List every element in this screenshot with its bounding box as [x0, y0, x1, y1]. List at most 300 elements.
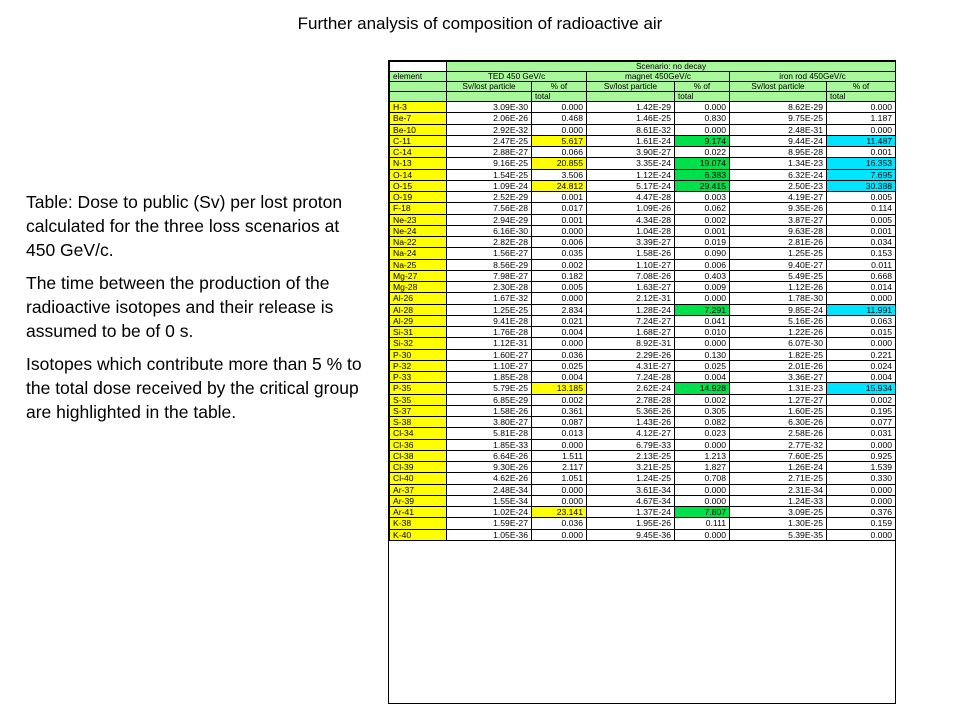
dose-cell: 2.06E-26: [447, 113, 532, 124]
dose-cell: 1.10E-27: [587, 259, 675, 270]
percent-cell: 0.830: [675, 113, 730, 124]
percent-cell: 0.000: [827, 124, 896, 135]
dose-cell: 5.39E-35: [730, 529, 827, 540]
dose-cell: 1.76E-28: [447, 327, 532, 338]
percent-cell: 0.001: [532, 214, 587, 225]
dose-cell: 2.77E-32: [730, 439, 827, 450]
percent-cell: 1.827: [675, 462, 730, 473]
dose-cell: 1.10E-27: [447, 360, 532, 371]
table-row: [390, 158, 896, 169]
percent-cell: 11.991: [827, 304, 896, 315]
dose-cell: 1.30E-25: [730, 518, 827, 529]
percent-cell: 0.403: [675, 270, 730, 281]
element-cell: Mg-27: [390, 270, 447, 281]
table-row: [390, 405, 896, 416]
percent-cell: 0.024: [827, 360, 896, 371]
element-cell: P-35: [390, 383, 447, 394]
percent-cell: 16.353: [827, 158, 896, 169]
page-title: Further analysis of composition of radioactive air: [297, 14, 663, 33]
percent-cell: 0.006: [675, 259, 730, 270]
dose-cell: 1.54E-25: [447, 169, 532, 180]
dose-cell: 2.13E-25: [587, 450, 675, 461]
percent-cell: 1.187: [827, 113, 896, 124]
dose-cell: 2.58E-26: [730, 428, 827, 439]
percent-cell: 7.695: [827, 169, 896, 180]
percent-cell: 0.077: [827, 417, 896, 428]
percent-cell: 0.005: [827, 214, 896, 225]
column-header-sv: Sv/lost particle: [587, 82, 675, 92]
dose-cell: 5.49E-25: [730, 270, 827, 281]
dose-cell: 7.24E-28: [587, 372, 675, 383]
percent-cell: 0.000: [827, 529, 896, 540]
dose-cell: 2.52E-29: [447, 192, 532, 203]
dose-cell: 2.50E-23: [730, 180, 827, 191]
percent-cell: 0.708: [675, 473, 730, 484]
dose-cell: 9.16E-25: [447, 158, 532, 169]
dose-cell: 2.88E-27: [447, 147, 532, 158]
dose-cell: 2.81E-26: [730, 237, 827, 248]
dose-cell: 2.62E-24: [587, 383, 675, 394]
element-cell: Na-25: [390, 259, 447, 270]
dose-cell: 6.30E-26: [730, 417, 827, 428]
column-header-total: total: [827, 92, 896, 102]
dose-cell: 6.32E-24: [730, 169, 827, 180]
percent-cell: 0.036: [532, 518, 587, 529]
element-cell: Si-31: [390, 327, 447, 338]
element-cell: S-37: [390, 405, 447, 416]
percent-cell: 0.153: [827, 248, 896, 259]
percent-cell: 24.812: [532, 180, 587, 191]
header-empty-cell: [390, 82, 447, 92]
element-cell: P-30: [390, 349, 447, 360]
dose-cell: 1.95E-26: [587, 518, 675, 529]
table-row: [390, 383, 896, 394]
dose-cell: 5.17E-24: [587, 180, 675, 191]
percent-cell: 20.855: [532, 158, 587, 169]
dose-cell: 2.48E-31: [730, 124, 827, 135]
dose-cell: 1.25E-25: [730, 248, 827, 259]
description-paragraph: Isotopes which contribute more than 5 % to the total dose received by the critical group are highlighted in the table.: [26, 354, 362, 422]
dose-cell: 2.12E-31: [587, 293, 675, 304]
table-row: [390, 203, 896, 214]
dose-cell: 1.42E-29: [587, 102, 675, 113]
dose-cell: 8.92E-31: [587, 338, 675, 349]
element-cell: F-18: [390, 203, 447, 214]
percent-cell: 0.000: [532, 529, 587, 540]
dose-cell: 7.08E-26: [587, 270, 675, 281]
percent-cell: 0.001: [675, 225, 730, 236]
dose-cell: 8.61E-32: [587, 124, 675, 135]
dose-cell: 5.81E-28: [447, 428, 532, 439]
percent-cell: 0.025: [675, 360, 730, 371]
percent-cell: 0.000: [675, 124, 730, 135]
percent-cell: 0.000: [532, 495, 587, 506]
element-cell: Ar-37: [390, 484, 447, 495]
table-row: [390, 507, 896, 518]
dose-cell: 1.04E-28: [587, 225, 675, 236]
element-cell: O-19: [390, 192, 447, 203]
percent-cell: 0.000: [675, 102, 730, 113]
table-row: [390, 270, 896, 281]
dose-cell: 2.01E-26: [730, 360, 827, 371]
header-empty-cell: [390, 92, 447, 102]
percent-cell: 0.034: [827, 237, 896, 248]
percent-cell: 0.041: [675, 315, 730, 326]
dose-cell: 1.60E-27: [447, 349, 532, 360]
dose-cell: 1.58E-26: [447, 405, 532, 416]
dose-cell: 1.55E-34: [447, 495, 532, 506]
dose-cell: 2.29E-26: [587, 349, 675, 360]
percent-cell: 0.925: [827, 450, 896, 461]
element-cell: O-14: [390, 169, 447, 180]
dose-cell: 1.85E-33: [447, 439, 532, 450]
dose-cell: 2.31E-34: [730, 484, 827, 495]
element-cell: Al-29: [390, 315, 447, 326]
dose-cell: 1.85E-28: [447, 372, 532, 383]
dose-cell: 1.56E-27: [447, 248, 532, 259]
dose-cell: 7.24E-27: [587, 315, 675, 326]
dose-cell: 1.68E-27: [587, 327, 675, 338]
table-row: [390, 180, 896, 191]
table-row: [390, 327, 896, 338]
percent-cell: 0.000: [675, 495, 730, 506]
percent-cell: 9.174: [675, 135, 730, 146]
percent-cell: 0.004: [532, 372, 587, 383]
element-cell: N-13: [390, 158, 447, 169]
percent-cell: 0.001: [827, 147, 896, 158]
dose-cell: 8.56E-29: [447, 259, 532, 270]
dose-cell: 9.75E-25: [730, 113, 827, 124]
dose-cell: 5.36E-26: [587, 405, 675, 416]
description-paragraph: The time between the production of the radioactive isotopes and their release is assumed to be of 0 s.: [26, 273, 334, 341]
table-row: [390, 135, 896, 146]
dose-cell: 2.78E-28: [587, 394, 675, 405]
element-cell: Cl-34: [390, 428, 447, 439]
percent-cell: 0.111: [675, 518, 730, 529]
percent-cell: 0.468: [532, 113, 587, 124]
percent-cell: 7.807: [675, 507, 730, 518]
element-cell: Mg-28: [390, 282, 447, 293]
element-cell: Ar-41: [390, 507, 447, 518]
dose-cell: 3.61E-34: [587, 484, 675, 495]
dose-cell: 1.05E-36: [447, 529, 532, 540]
description-paragraph: Table: Dose to public (Sv) per lost proton calculated for the three loss scenarios at 450 GeV/c.: [26, 192, 343, 260]
dose-cell: 3.35E-24: [587, 158, 675, 169]
element-cell: K-38: [390, 518, 447, 529]
dose-cell: 4.34E-28: [587, 214, 675, 225]
percent-cell: 0.022: [675, 147, 730, 158]
table-row: [390, 372, 896, 383]
column-header-total: total: [675, 92, 730, 102]
table-row: [390, 259, 896, 270]
header-empty-cell: [587, 92, 675, 102]
group-header-ted: TED 450 GeV/c: [447, 72, 587, 82]
percent-cell: 0.011: [827, 259, 896, 270]
dose-cell: 1.58E-26: [587, 248, 675, 259]
table-row: [390, 124, 896, 135]
dose-cell: 1.22E-26: [730, 327, 827, 338]
dose-cell: 3.39E-27: [587, 237, 675, 248]
percent-cell: 0.159: [827, 518, 896, 529]
percent-cell: 0.031: [827, 428, 896, 439]
table-row: [390, 428, 896, 439]
dose-cell: 1.28E-24: [587, 304, 675, 315]
dose-cell: 9.41E-28: [447, 315, 532, 326]
percent-cell: 0.082: [675, 417, 730, 428]
dose-cell: 9.30E-26: [447, 462, 532, 473]
dose-cell: 5.16E-26: [730, 315, 827, 326]
percent-cell: 0.000: [532, 338, 587, 349]
percent-cell: 19.074: [675, 158, 730, 169]
dose-cell: 4.62E-26: [447, 473, 532, 484]
dose-cell: 9.63E-28: [730, 225, 827, 236]
percent-cell: 0.005: [827, 192, 896, 203]
percent-cell: 0.087: [532, 417, 587, 428]
dose-cell: 2.48E-34: [447, 484, 532, 495]
dose-cell: 6.16E-30: [447, 225, 532, 236]
dose-cell: 3.90E-27: [587, 147, 675, 158]
percent-cell: 0.000: [827, 439, 896, 450]
dose-cell: 1.60E-25: [730, 405, 827, 416]
dose-cell: 5.79E-25: [447, 383, 532, 394]
percent-cell: 11.487: [827, 135, 896, 146]
element-cell: C-14: [390, 147, 447, 158]
percent-cell: 0.062: [675, 203, 730, 214]
table-row: [390, 304, 896, 315]
table-row: [390, 439, 896, 450]
element-cell: Na-24: [390, 248, 447, 259]
dose-cell: 2.30E-28: [447, 282, 532, 293]
element-cell: C-11: [390, 135, 447, 146]
dose-cell: 9.40E-27: [730, 259, 827, 270]
dose-cell: 9.45E-36: [587, 529, 675, 540]
column-header-sv: Sv/lost particle: [730, 82, 827, 92]
dose-cell: 1.37E-24: [587, 507, 675, 518]
percent-cell: 2.834: [532, 304, 587, 315]
percent-cell: 0.000: [827, 338, 896, 349]
percent-cell: 0.000: [827, 484, 896, 495]
element-cell: Ar-39: [390, 495, 447, 506]
percent-cell: 0.000: [532, 484, 587, 495]
element-cell: Cl-40: [390, 473, 447, 484]
table-row: [390, 450, 896, 461]
percent-cell: 0.005: [532, 282, 587, 293]
dose-cell: 1.46E-25: [587, 113, 675, 124]
percent-cell: 30.388: [827, 180, 896, 191]
percent-cell: 0.002: [675, 214, 730, 225]
percent-cell: 13.185: [532, 383, 587, 394]
header-blank-cell: [390, 62, 447, 72]
percent-cell: 0.006: [532, 237, 587, 248]
percent-cell: 2.117: [532, 462, 587, 473]
table-row: [390, 462, 896, 473]
dose-cell: 4.12E-27: [587, 428, 675, 439]
dose-cell: 9.44E-24: [730, 135, 827, 146]
column-header-pct: % of: [532, 82, 587, 92]
percent-cell: 0.376: [827, 507, 896, 518]
table-row: [390, 315, 896, 326]
table-row: [390, 417, 896, 428]
table-row: [390, 102, 896, 113]
dose-cell: 6.07E-30: [730, 338, 827, 349]
percent-cell: 5.617: [532, 135, 587, 146]
percent-cell: 0.361: [532, 405, 587, 416]
dose-cell: 2.71E-25: [730, 473, 827, 484]
dose-cell: 2.82E-28: [447, 237, 532, 248]
dose-cell: 4.31E-27: [587, 360, 675, 371]
dose-cell: 3.09E-25: [730, 507, 827, 518]
dose-cell: 6.64E-26: [447, 450, 532, 461]
percent-cell: 0.182: [532, 270, 587, 281]
percent-cell: 0.000: [675, 484, 730, 495]
percent-cell: 0.000: [675, 338, 730, 349]
percent-cell: 0.015: [827, 327, 896, 338]
dose-cell: 6.85E-29: [447, 394, 532, 405]
dose-cell: 1.27E-27: [730, 394, 827, 405]
percent-cell: 0.000: [827, 293, 896, 304]
percent-cell: 0.000: [532, 124, 587, 135]
element-header: element: [390, 72, 447, 82]
percent-cell: 29.415: [675, 180, 730, 191]
dose-table-container: [388, 60, 896, 704]
percent-cell: 0.001: [532, 192, 587, 203]
element-cell: Cl-38: [390, 450, 447, 461]
percent-cell: 0.668: [827, 270, 896, 281]
percent-cell: 0.000: [532, 102, 587, 113]
dose-cell: 9.35E-26: [730, 203, 827, 214]
element-cell: S-35: [390, 394, 447, 405]
percent-cell: 0.004: [827, 372, 896, 383]
table-row: [390, 225, 896, 236]
header-empty-cell: [730, 92, 827, 102]
percent-cell: 0.000: [827, 102, 896, 113]
dose-cell: 1.09E-24: [447, 180, 532, 191]
element-cell: Cl-39: [390, 462, 447, 473]
percent-cell: 0.023: [675, 428, 730, 439]
percent-cell: 0.000: [675, 293, 730, 304]
percent-cell: 0.003: [675, 192, 730, 203]
element-cell: Al-28: [390, 304, 447, 315]
table-row: [390, 169, 896, 180]
column-header-pct: % of: [675, 82, 730, 92]
table-row: [390, 529, 896, 540]
percent-cell: 0.130: [675, 349, 730, 360]
dose-cell: 1.61E-24: [587, 135, 675, 146]
table-row: [390, 495, 896, 506]
percent-cell: 0.000: [532, 439, 587, 450]
element-cell: P-33: [390, 372, 447, 383]
scenario-header: Scenario: no decay: [447, 62, 896, 72]
element-cell: Be-10: [390, 124, 447, 135]
group-header-magnet: magnet 450GeV/c: [587, 72, 730, 82]
percent-cell: 0.036: [532, 349, 587, 360]
dose-cell: 3.36E-27: [730, 372, 827, 383]
dose-cell: 1.12E-31: [447, 338, 532, 349]
percent-cell: 0.000: [675, 529, 730, 540]
table-row: [390, 248, 896, 259]
table-row: [390, 237, 896, 248]
table-row: [390, 147, 896, 158]
percent-cell: 0.002: [827, 394, 896, 405]
percent-cell: 23.141: [532, 507, 587, 518]
percent-cell: 1.511: [532, 450, 587, 461]
dose-cell: 2.92E-32: [447, 124, 532, 135]
dose-cell: 1.67E-32: [447, 293, 532, 304]
column-header-pct: % of: [827, 82, 896, 92]
dose-cell: 1.43E-26: [587, 417, 675, 428]
percent-cell: 0.000: [827, 495, 896, 506]
dose-cell: 8.95E-28: [730, 147, 827, 158]
table-row: [390, 349, 896, 360]
dose-cell: 1.12E-24: [587, 169, 675, 180]
dose-cell: 7.60E-25: [730, 450, 827, 461]
dose-cell: 7.98E-27: [447, 270, 532, 281]
element-cell: P-32: [390, 360, 447, 371]
dose-cell: 1.31E-23: [730, 383, 827, 394]
table-row: [390, 338, 896, 349]
percent-cell: 3.506: [532, 169, 587, 180]
percent-cell: 0.063: [827, 315, 896, 326]
dose-cell: 9.85E-24: [730, 304, 827, 315]
dose-cell: 1.26E-24: [730, 462, 827, 473]
percent-cell: 0.009: [675, 282, 730, 293]
table-row: [390, 518, 896, 529]
dose-cell: 1.25E-25: [447, 304, 532, 315]
dose-cell: 1.82E-25: [730, 349, 827, 360]
column-header-sv: Sv/lost particle: [447, 82, 532, 92]
dose-cell: 1.24E-25: [587, 473, 675, 484]
element-cell: Al-26: [390, 293, 447, 304]
dose-cell: 6.79E-33: [587, 439, 675, 450]
percent-cell: 0.021: [532, 315, 587, 326]
dose-cell: 3.21E-25: [587, 462, 675, 473]
dose-cell: 1.63E-27: [587, 282, 675, 293]
element-cell: Ne-24: [390, 225, 447, 236]
percent-cell: 7.291: [675, 304, 730, 315]
element-cell: S-38: [390, 417, 447, 428]
percent-cell: 0.010: [675, 327, 730, 338]
table-row: [390, 473, 896, 484]
percent-cell: 0.305: [675, 405, 730, 416]
percent-cell: 0.000: [532, 293, 587, 304]
percent-cell: 0.114: [827, 203, 896, 214]
dose-cell: 4.47E-28: [587, 192, 675, 203]
element-cell: Ne-23: [390, 214, 447, 225]
dose-cell: 1.78E-30: [730, 293, 827, 304]
percent-cell: 0.002: [532, 394, 587, 405]
dose-cell: 3.80E-27: [447, 417, 532, 428]
element-cell: Be-7: [390, 113, 447, 124]
percent-cell: 0.002: [675, 394, 730, 405]
percent-cell: 0.017: [532, 203, 587, 214]
dose-cell: 1.59E-27: [447, 518, 532, 529]
element-cell: K-40: [390, 529, 447, 540]
percent-cell: 0.000: [675, 439, 730, 450]
percent-cell: 0.014: [827, 282, 896, 293]
percent-cell: 0.004: [675, 372, 730, 383]
group-header-iron-rod: iron rod 450GeV/c: [730, 72, 896, 82]
table-row: [390, 360, 896, 371]
dose-cell: 1.24E-33: [730, 495, 827, 506]
element-cell: O-15: [390, 180, 447, 191]
percent-cell: 0.000: [532, 225, 587, 236]
percent-cell: 1.213: [675, 450, 730, 461]
table-row: [390, 293, 896, 304]
percent-cell: 0.002: [532, 259, 587, 270]
dose-cell: 1.34E-23: [730, 158, 827, 169]
dose-cell: 4.67E-34: [587, 495, 675, 506]
percent-cell: 0.090: [675, 248, 730, 259]
